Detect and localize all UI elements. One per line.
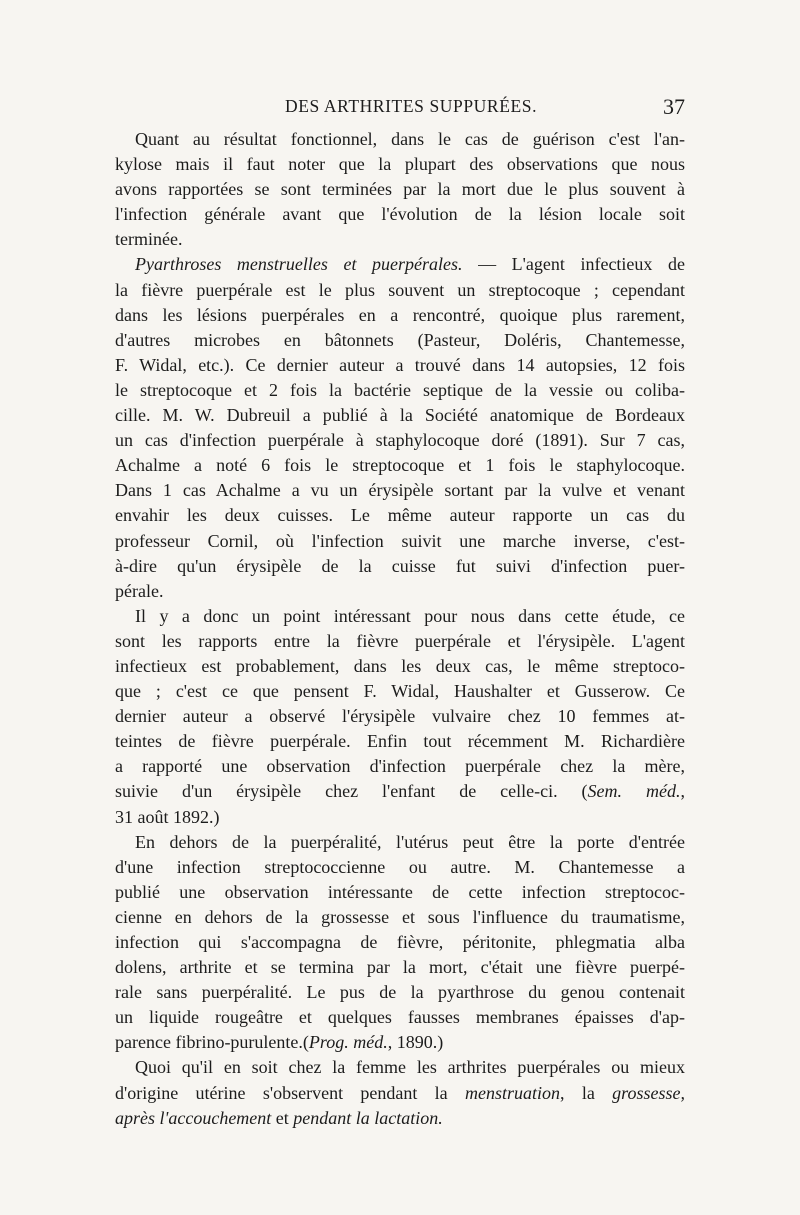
text-line [115, 328, 685, 353]
text-run: cienne en dehors de la grossesse et sous l'influence du traumatisme, [115, 906, 685, 927]
text-run: un cas d'infection puerpérale à staphylocoque doré (1891). Sur 7 cas, [115, 430, 685, 451]
text-run: — L'agent infectieux de [462, 254, 685, 275]
text-line [115, 880, 685, 905]
text-run: à-dire qu'un érysipèle de la cuisse fut suivi d'infection puer- [115, 555, 685, 576]
text-run: Quant au résultat fonctionnel, dans le cas de guérison c'est l'an- [135, 129, 685, 149]
text-run: , la [560, 1082, 613, 1103]
text-line [115, 679, 685, 704]
text-run: rale sans puerpéralité. Le pus de la pyarthrose du genou contenait [115, 982, 685, 1003]
text-run: cille. M. W. Dubreuil a publié à la Société anatomique de Bordeaux [115, 405, 685, 426]
text-run: teintes de fièvre puerpérale. Enfin tout récemment M. Richardière [115, 731, 685, 752]
text-run: dernier auteur a observé l'érysipèle vulvaire chez 10 femmes at- [115, 706, 685, 727]
text-run: Achalme a noté 6 fois le streptocoque et 1 fois le staphylocoque. [115, 455, 685, 476]
running-title: DES ARTHRITES SUPPURÉES. [285, 96, 538, 116]
text-line [115, 428, 685, 453]
text-run: et [271, 1107, 294, 1128]
text-run: 31 août 1892.) [115, 806, 220, 827]
text-line [115, 1055, 685, 1080]
text-line [115, 177, 685, 202]
text-run: d'une infection streptococcienne ou autre. M. Chantemesse a [115, 856, 685, 877]
text-line [115, 930, 685, 955]
text-line [115, 754, 685, 779]
italic-text: après l'accouchement [115, 1107, 272, 1128]
body-text [115, 127, 685, 1131]
text-run: sont les rapports entre la fièvre puerpérale et l'érysipèle. L'agent [115, 630, 685, 651]
text-run: , 1890.) [387, 1032, 444, 1053]
text-run: le streptocoque et 2 fois la bactérie septique de la vessie ou coliba- [115, 379, 685, 400]
text-run: que ; c'est ce que pensent F. Widal, Haushalter et Gusserow. Ce [115, 681, 685, 702]
italic-text: Sem. méd. [587, 781, 681, 802]
text-line [115, 1106, 685, 1131]
text-run: Quoi qu'il en soit chez la femme les arthrites puerpérales ou mieux [135, 1057, 685, 1078]
text-line [115, 1030, 685, 1055]
text-run: dans les lésions puerpérales en a rencontré, quoique plus rarement, [115, 304, 685, 325]
text-run: F. Widal, etc.). Ce dernier auteur a trouvé dans 14 autopsies, 12 fois [115, 354, 685, 375]
text-line [115, 252, 685, 277]
text-run: infection qui s'accompagna de fièvre, péritonite, phlegmatia alba [115, 932, 685, 952]
text-line [115, 554, 685, 579]
text-line [115, 202, 685, 227]
text-line [115, 905, 685, 930]
italic-text: Prog. méd. [308, 1032, 388, 1053]
text-line [115, 704, 685, 729]
text-run: d'origine utérine s'observent pendant la [115, 1082, 465, 1103]
text-run: parence fibrino-purulente.( [115, 1032, 309, 1053]
text-run: d'autres microbes en bâtonnets (Pasteur, Doléris, Chantemesse, [115, 329, 685, 350]
text-run: dolens, arthrite et se termina par la mort, c'était une fièvre puerpé- [115, 957, 685, 978]
text-line [115, 403, 685, 428]
text-line [115, 529, 685, 554]
text-line [115, 353, 685, 378]
text-run: professeur Cornil, où l'infection suivit une marche inverse, c'est- [115, 530, 685, 551]
text-line [115, 980, 685, 1005]
text-line [115, 629, 685, 654]
text-run: publié une observation intéressante de cette infection streptococ- [115, 881, 685, 902]
text-line [115, 453, 685, 478]
text-line [115, 303, 685, 328]
text-run: terminée. [115, 229, 183, 250]
text-line [115, 579, 685, 604]
text-run: pérale. [115, 580, 164, 601]
page-number: 37 [663, 94, 685, 119]
text-line [115, 152, 685, 177]
text-line [115, 1005, 685, 1030]
italic-text: Pyarthroses menstruelles et puerpérales. [135, 254, 463, 275]
text-line [115, 654, 685, 679]
text-line [115, 729, 685, 754]
text-run: suivie d'un érysipèle chez l'enfant de celle-ci. ( [115, 781, 588, 802]
text-line [115, 278, 685, 303]
italic-text: grossesse, [612, 1082, 685, 1103]
text-line [115, 378, 685, 403]
text-run: kylose mais il faut noter que la plupart des observations que nous [115, 154, 685, 175]
text-run: l'infection générale avant que l'évolution de la lésion locale soit [115, 204, 685, 225]
italic-text: menstruation [465, 1082, 561, 1103]
text-line [115, 805, 685, 830]
text-run: Dans 1 cas Achalme a vu un érysipèle sortant par la vulve et venant [115, 480, 685, 501]
text-line [115, 830, 685, 855]
text-line [115, 478, 685, 503]
text-run: un liquide rougeâtre et quelques fausses membranes épaisses d'ap- [115, 1007, 685, 1028]
text-run: Il y a donc un point intéressant pour nous dans cette étude, ce [135, 605, 685, 626]
text-run: , [680, 781, 685, 802]
text-run: infectieux est probablement, dans les deux cas, le même streptoco- [115, 655, 685, 676]
text-line [115, 604, 685, 629]
text-line [115, 227, 685, 252]
italic-text: pendant la lactation. [293, 1107, 443, 1128]
text-run: avons rapportées se sont terminées par la mort due le plus souvent à [115, 179, 685, 200]
text-line [115, 1081, 685, 1106]
text-line [115, 503, 685, 528]
text-line [115, 779, 685, 804]
text-run: envahir les deux cuisses. Le même auteur rapporte un cas du [115, 505, 685, 526]
text-run: la fièvre puerpérale est le plus souvent un streptocoque ; cependant [115, 279, 685, 300]
text-line [115, 127, 685, 152]
text-run: a rapporté une observation d'infection puerpérale chez la mère, [115, 756, 685, 777]
running-head [115, 96, 685, 126]
text-run: En dehors de la puerpéralité, l'utérus peut être la porte d'entrée [135, 831, 685, 852]
text-line [115, 855, 685, 880]
text-line [115, 955, 685, 980]
